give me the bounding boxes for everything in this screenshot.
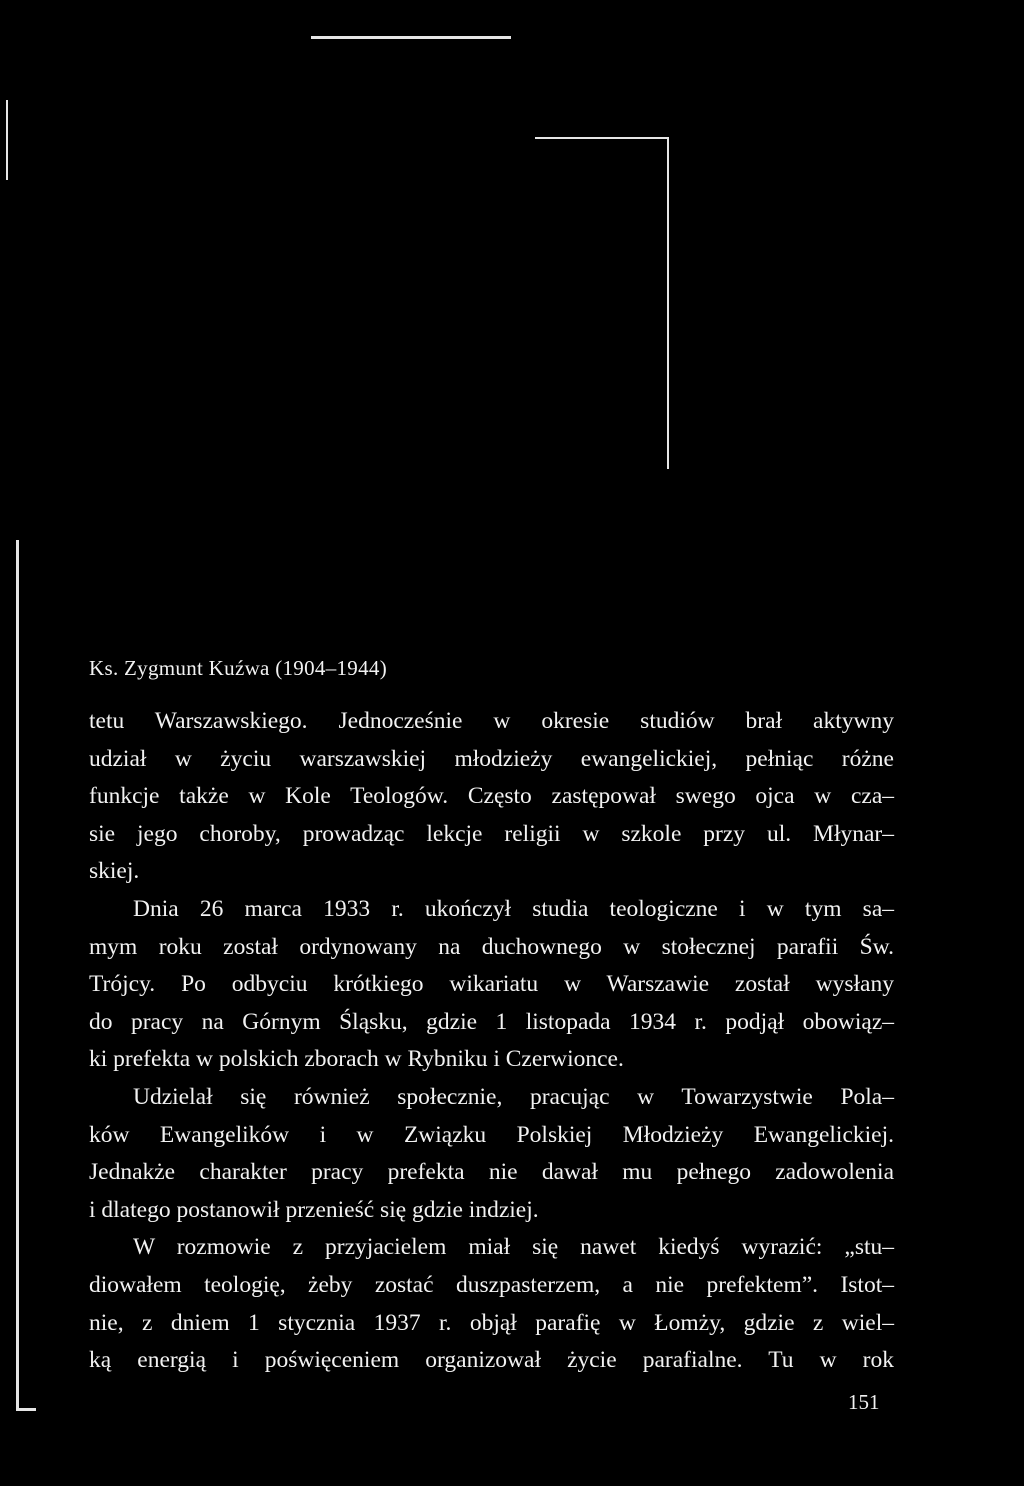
text-line: funkcje także w Kole Teologów. Często zastępował swego ojca w cza–	[89, 783, 894, 810]
scan-line-left-bottom	[16, 1408, 36, 1411]
text-line: nie, z dniem 1 stycznia 1937 r. objął parafię w Łomży, gdzie z wiel–	[89, 1309, 894, 1336]
scan-line-right-horizontal	[535, 137, 669, 139]
text-line: W rozmowie z przyjacielem miał się nawet kiedyś wyrazić: „stu–	[133, 1234, 894, 1261]
text-line: mym roku został ordynowany na duchownego w stołecznej parafii Św.	[89, 933, 894, 960]
running-header: Ks. Zygmunt Kuźwa (1904–1944)	[89, 656, 387, 680]
text-line: Trójcy. Po odbyciu krótkiego wikariatu w Warszawie został wysłany	[89, 971, 894, 998]
scan-line-top	[311, 36, 511, 39]
text-line: i dlatego postanowił przenieść się gdzie indziej.	[89, 1196, 539, 1223]
text-line: ką energią i poświęceniem organizował życie parafialne. Tu w rok	[89, 1347, 894, 1374]
text-line: skiej.	[89, 858, 140, 885]
text-line: udział w życiu warszawskiej młodzieży ewangelickiej, pełniąc różne	[89, 745, 894, 772]
text-line: Jednakże charakter pracy prefekta nie dawał mu pełnego zadowolenia	[89, 1159, 894, 1186]
scan-line-left-top	[6, 100, 8, 180]
text-line: do pracy na Górnym Śląsku, gdzie 1 listopada 1934 r. podjął obowiąz–	[89, 1008, 894, 1035]
page-number: 151	[848, 1390, 880, 1414]
text-line: ków Ewangelików i w Związku Polskiej Młodzieży Ewangelickiej.	[89, 1121, 894, 1148]
body-text	[89, 703, 894, 1380]
text-line: ki prefekta w polskich zborach w Rybniku i Czerwionce.	[89, 1046, 624, 1073]
text-line: tetu Warszawskiego. Jednocześnie w okresie studiów brał aktywny	[89, 708, 894, 734]
text-line: sie jego choroby, prowadząc lekcje religii w szkole przy ul. Młynar–	[89, 820, 894, 847]
text-line: diowałem teologię, żeby zostać duszpasterzem, a nie prefektem”. Istot–	[89, 1271, 894, 1298]
text-line: Udzielał się również społecznie, pracując w Towarzystwie Pola–	[133, 1083, 894, 1110]
scan-line-right-vertical	[667, 137, 669, 469]
text-line: Dnia 26 marca 1933 r. ukończył studia teologiczne i w tym sa–	[133, 895, 894, 922]
scan-line-left-long	[16, 540, 19, 1410]
